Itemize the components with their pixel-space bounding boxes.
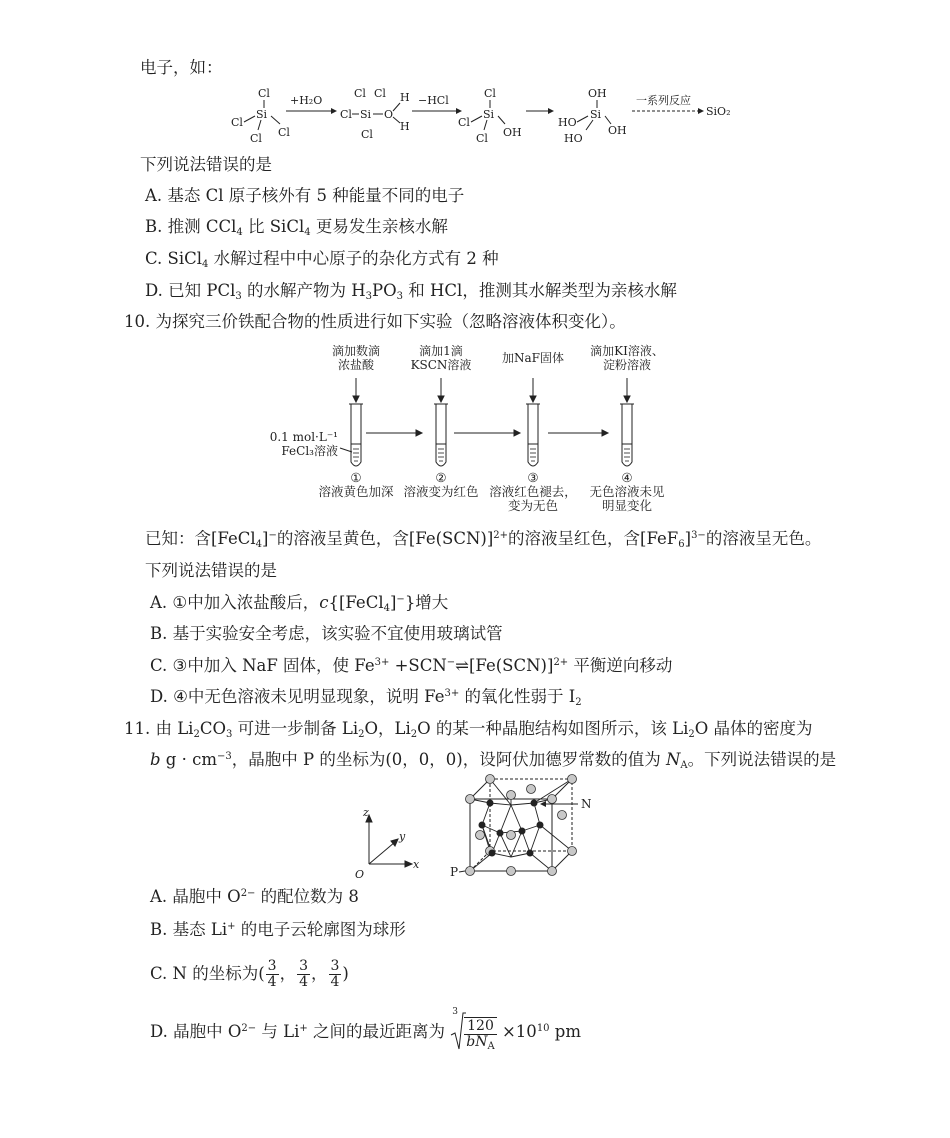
step4-label: 一系列反应 — [636, 94, 691, 107]
tube4-observation: ④ 无色溶液未见 明显变化 — [589, 470, 665, 513]
q9-option-a: A. 基态 Cl 原子核外有 5 种能量不同的电子 — [145, 186, 465, 205]
tube1-reagent: 滴加数滴 浓盐酸 — [331, 344, 380, 372]
hydrolysis-reaction-scheme — [228, 86, 748, 146]
tube1-observation: ① 溶液黄色加深 — [318, 470, 394, 499]
atom-cl-left: Cl — [231, 116, 243, 129]
coordinate-axes — [355, 806, 435, 881]
atom-h: H — [400, 120, 410, 133]
atom-si: Si — [483, 108, 495, 121]
atom-o: O — [384, 108, 394, 121]
axis-y-label: y — [399, 830, 406, 843]
q11-stem-line2: b $g \cdot cm^{-3}$，晶胞中 P 的坐标为(0，0，0)，设阿伏加德罗常数的值为 $N_A$。下列说法错误的是 — [150, 750, 837, 771]
tube4-reagent: 滴加KI溶液、 淀粉溶液 — [590, 344, 664, 372]
atom-cl-bottom: Cl — [250, 132, 262, 145]
atom-ho: HO — [558, 116, 577, 129]
tube3-reagent: 加NaF固体 — [502, 351, 564, 365]
atom-cl: Cl — [476, 132, 488, 145]
axis-x-label: x — [413, 858, 420, 871]
label-n: N — [581, 797, 592, 811]
atom-cl: Cl — [374, 87, 386, 100]
q9-option-d: D. 已知 PCl$_3$ 的水解产物为 $H_3PO_3$ 和 HCl，推测其水解类型为亲核水解 — [145, 281, 677, 302]
atom-oh: OH — [608, 124, 627, 137]
atom-h: H — [400, 91, 410, 104]
q10-known-info: 已知：含[FeCl$_4$]−的溶液呈黄色，含$[Fe(SCN)]^{2+}$的溶液呈红色，含$[FeF_6]^{3-}$的溶液呈无色。 — [145, 529, 822, 550]
q9-stem: 下列说法错误的是 — [140, 155, 272, 174]
q10-option-a: A. ①中加入浓盐酸后，c{[FeCl$_4$]−}增大 — [150, 593, 449, 614]
intro-text: 电子，如： — [140, 58, 223, 77]
label-p: P — [450, 865, 459, 879]
q9-option-b: B. 推测 CCl$_4$ 比 SiCl$_4$ 更易发生亲核水解 — [145, 217, 448, 238]
q10-stem2: 下列说法错误的是 — [145, 561, 277, 580]
q10-option-c: C. ③中加入 NaF 固体，使 $Fe^{3+}$ $+SCN^-\rightleftharpoons[Fe(SCN)]^{2+}$ 平衡逆向移动 — [150, 656, 673, 675]
fraction: $\frac{3}{4}$ — [299, 958, 308, 990]
q9-option-c: C. SiCl$_4$ 水解过程中中心原子的杂化方式有 2 种 — [145, 249, 499, 270]
fraction: $\frac{3}{4}$ — [267, 958, 277, 990]
atom-oh: OH — [588, 87, 607, 100]
step1-label: +H₂O — [290, 94, 323, 107]
fraction: $\frac{3}{4}$ — [330, 958, 340, 990]
q10-option-b: B. 基于实验安全考虑，该实验不宜使用玻璃试管 — [150, 624, 503, 643]
atom-cl-top: Cl — [258, 87, 270, 100]
atom-cl: Cl — [361, 128, 373, 141]
q10-stem: 10. 为探究三价铁配合物的性质进行如下实验（忽略溶液体积变化）。 — [124, 312, 626, 331]
atom-cl: Cl — [340, 108, 352, 121]
atom-ho: HO — [564, 132, 583, 145]
atom-oh: OH — [503, 126, 522, 139]
atom-cl-right: Cl — [278, 126, 290, 139]
q11-option-b: B. 基态 Li+ 的电子云轮廓图为球形 — [150, 920, 406, 939]
atom-si: Si — [256, 108, 268, 121]
atom-si: Si — [590, 108, 602, 121]
atom-si: Si — [360, 108, 372, 121]
origin-label: O — [355, 868, 365, 881]
tube2-observation: ② 溶液变为红色 — [403, 470, 479, 499]
atom-cl: Cl — [484, 87, 496, 100]
step2-label: −HCl — [418, 94, 449, 107]
initial-solution-label: 0.1 mol·L⁻¹ FeCl₃溶液 — [269, 430, 338, 458]
atom-cl: Cl — [354, 87, 366, 100]
axis-z-label: z — [363, 806, 369, 819]
q11-stem-line1: 11. 由 $Li_2CO_3$ 可进一步制备 $Li_2O$，$Li_2O$ 的某一种晶胞结构如图所示，该 $Li_2O$ 晶体的密度为 — [124, 719, 813, 740]
tube2-reagent: 滴加1滴 KSCN溶液 — [410, 344, 472, 372]
q10-option-d: D. ④中无色溶液未见明显现象，说明 $Fe^{3+}$ 的氧化性弱于 $I_2$ — [150, 687, 582, 708]
tube3-observation: ③ 溶液红色褪去， 变为无色 — [489, 470, 577, 513]
atom-cl: Cl — [458, 116, 470, 129]
q11-option-c: C. N 的坐标为( $\frac{3}{4}$ ， $\frac{3}{4}$ ， $\frac{3}{4}$ ) — [150, 958, 349, 990]
q11-option-a: A. 晶胞中 $O^{2-}$ 的配位数为 8 — [150, 887, 359, 906]
crystal-cell-diagram — [450, 775, 610, 885]
cube-root-expression: 3 $\frac{120}{bN_A}$ — [452, 1006, 495, 1052]
product-sio2: SiO₂ — [706, 105, 731, 118]
q11-option-d: D. 晶胞中 $O^{2-}$ 与 Li+ 之间的最近距离为 3 $\frac{120}{bN_A}$ $\times 10^{10}$ pm — [150, 1010, 581, 1054]
